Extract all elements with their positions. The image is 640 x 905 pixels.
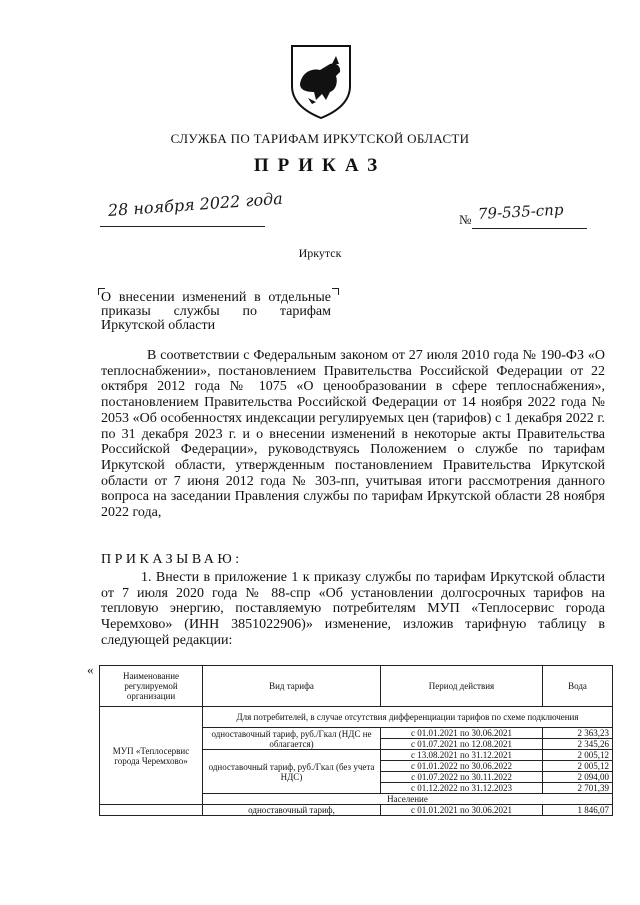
tariff-type-cell: одноставочный тариф, руб./Гкал (без учета НДС) (203, 750, 381, 794)
document-type: ПРИКАЗ (253, 155, 387, 176)
period-cell: с 01.07.2021 по 12.08.2021 (381, 739, 543, 750)
value-cell: 2 345,26 (543, 739, 613, 750)
handwritten-number: 79-535-спр (477, 200, 564, 223)
preamble-paragraph (101, 348, 605, 521)
order-word: ПРИКАЗЫВАЮ: (101, 552, 243, 567)
value-cell: 2 701,39 (543, 783, 613, 794)
table-row (100, 805, 613, 816)
section-heading-population: Население (203, 794, 613, 805)
period-cell: с 01.07.2022 по 30.11.2022 (381, 772, 543, 783)
value-cell: 2 005,12 (543, 761, 613, 772)
tariff-type-cell: одноставочный тариф, (203, 805, 381, 816)
opening-quote-mark: « (87, 662, 94, 677)
date-underline (100, 226, 265, 227)
section-heading-consumers: Для потребителей, в случае отсутствия дифференциации тарифов по схеме подключения (203, 707, 613, 728)
subject-corner-right (332, 288, 339, 295)
header-water: Вода (543, 666, 613, 707)
organization-name-cell: МУП «Теплосервис города Черемхово» (100, 707, 203, 805)
header-period: Период действия (381, 666, 543, 707)
document-subject: О внесении изменений в отдельные приказы службы по тарифам Иркутской области (101, 290, 331, 333)
period-cell: с 13.08.2021 по 31.12.2021 (381, 750, 543, 761)
number-label: № (459, 212, 472, 227)
agency-name: СЛУЖБА ПО ТАРИФАМ ИРКУТСКОЙ ОБЛАСТИ (170, 131, 470, 146)
header-organization: Наименование регулируемой организации (100, 666, 203, 707)
value-cell: 1 846,07 (543, 805, 613, 816)
number-underline (472, 228, 587, 229)
value-cell: 2 094,00 (543, 772, 613, 783)
period-cell: с 01.01.2022 по 30.06.2022 (381, 761, 543, 772)
period-cell: с 01.01.2021 по 30.06.2021 (381, 728, 543, 739)
period-cell: с 01.12.2022 по 31.12.2023 (381, 783, 543, 794)
header-tariff-type: Вид тарифа (203, 666, 381, 707)
value-cell: 2 005,12 (543, 750, 613, 761)
order-item-1 (101, 570, 605, 649)
tariff-type-cell: одноставочный тариф, руб./Гкал (НДС не облагается) (203, 728, 381, 750)
preamble-text: В соответствии с Федеральным законом от 27 июля 2010 года № 190-ФЗ «О теплоснабжении», постановлением Правительства Российской Федерации от 22 октября 2012 года № 1075 «О ценообразовании в сфере теплоснабжения», постановлением Правительства Российской Федерации от 14 ноября 2022 года № 2053 «Об особенностях индексации регулируемых цен (тарифов) с 1 декабря 2022 г. по 31 декабря 2023 г. и о внесении изменений в некоторые акты Правительства Российской Федерации», руководствуясь Положением о службе по тарифам Иркутской области, утвержденным постановлением Правительства Иркутской области от 7 июня 2012 года № 303-пп, учитывая итоги рассмотрения данного вопроса на заседании Правления службы по тарифам Иркутской области 28 ноября 2022 года, (101, 348, 605, 521)
coat-of-arms-emblem (286, 42, 356, 120)
organization-name-cell-continued (100, 805, 203, 816)
tariff-table (99, 665, 613, 816)
order-item-1-text: 1. Внести в приложение 1 к приказу службы по тарифам Иркутской области от 7 июля 2020 года № 88-спр «Об установлении долгосрочных тарифов на тепловую энергию, поставляемую потребителям МУП «Теплосервис города Черемхово» (ИНН 3851022906)» изменение, изложив тарифную таблицу в следующей редакции: (101, 570, 605, 648)
table-row (100, 707, 613, 728)
table-header-row (100, 666, 613, 707)
city-name: Иркутск (298, 246, 342, 260)
period-cell: с 01.01.2021 по 30.06.2021 (381, 805, 543, 816)
handwritten-date: 28 ноября 2022 года (107, 188, 284, 220)
value-cell: 2 363,23 (543, 728, 613, 739)
